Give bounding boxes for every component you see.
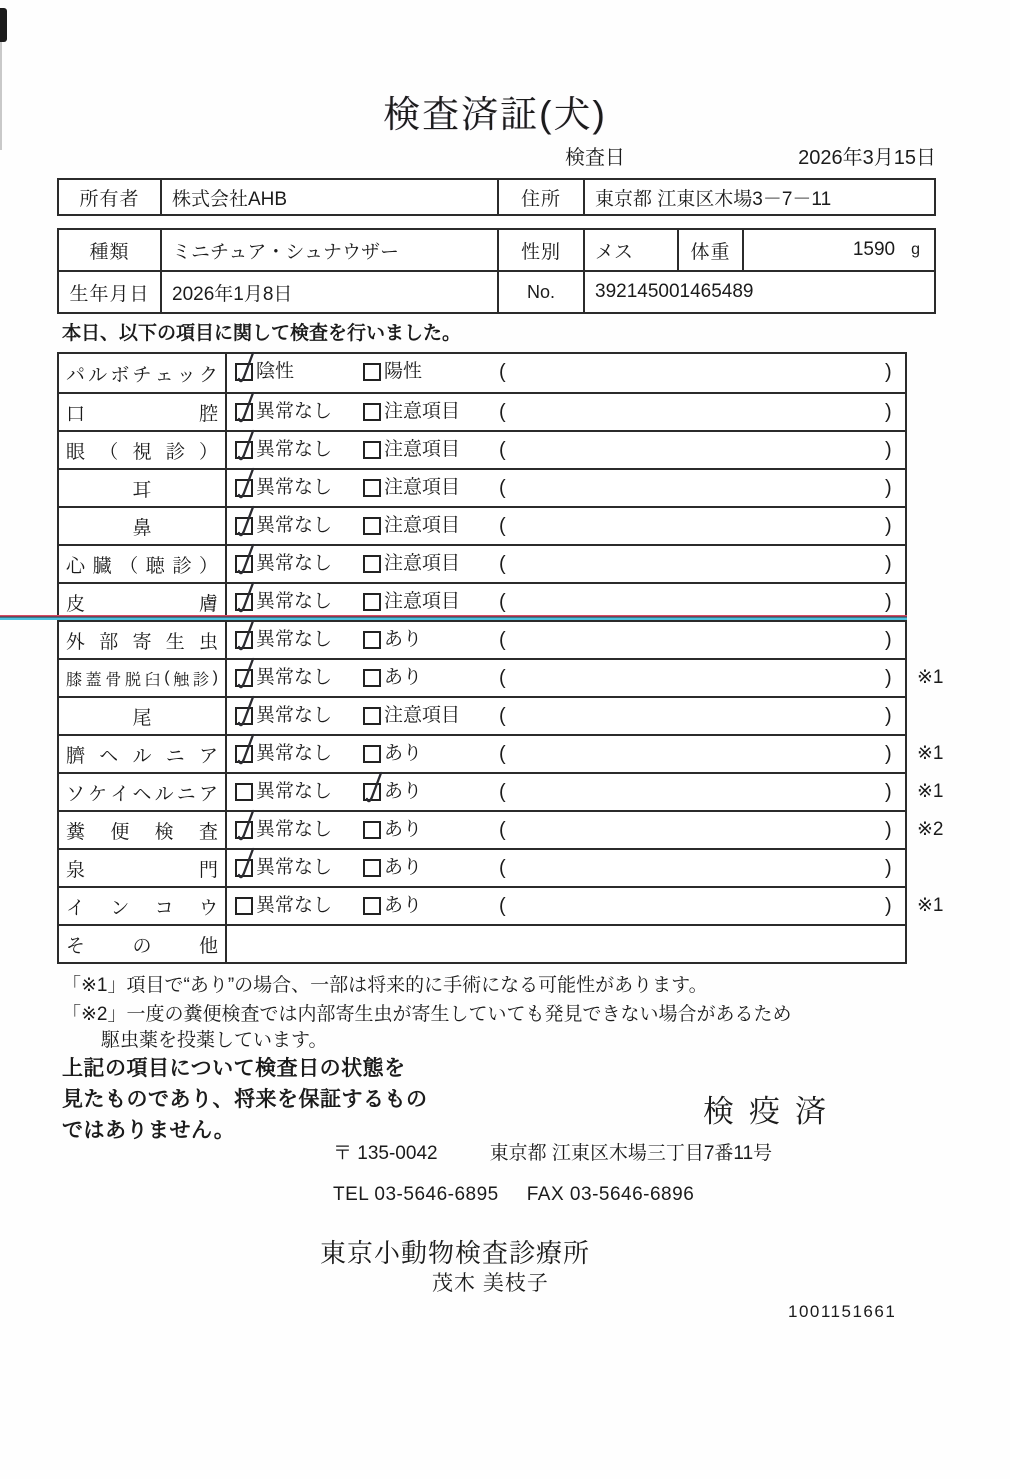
row-label-char: ） <box>198 441 218 463</box>
option1-label: 異常なし <box>256 401 333 422</box>
section-divider-line <box>0 615 907 620</box>
row-label <box>59 354 227 392</box>
handwritten-check-icon <box>232 351 259 385</box>
handwritten-check-icon <box>232 581 259 615</box>
row-label-char: 口 <box>66 403 86 425</box>
exam-date-label: 検査日 <box>565 147 625 169</box>
option1-label: 異常なし <box>256 705 333 726</box>
row-content <box>227 812 944 848</box>
birthdate-label: 生年月日 <box>59 272 162 312</box>
row-label-char: ニ <box>176 783 196 805</box>
handwritten-check-icon <box>232 657 259 691</box>
row-label-char: 聴 <box>145 555 165 577</box>
postal-address-row <box>333 1138 772 1165</box>
checkbox-option1[interactable] <box>235 783 253 801</box>
row-label <box>59 926 227 962</box>
row-label-char: 蓋 <box>85 671 102 689</box>
option1-label: 陰性 <box>256 361 295 382</box>
row-label-char: 膝 <box>66 671 83 689</box>
option2-label: あり <box>384 857 423 878</box>
row-label-char: 寄 <box>132 631 152 653</box>
checkbox-option1[interactable] <box>235 363 253 381</box>
paren-open: ( <box>499 361 506 383</box>
option2-label: 注意項目 <box>384 477 461 498</box>
option1-label: 異常なし <box>256 439 333 460</box>
row-label-char: ア <box>198 783 218 805</box>
row-label <box>59 660 227 696</box>
row-label-char: パ <box>66 364 86 386</box>
serial-number: 1001151661 <box>788 1302 897 1321</box>
row-label-char: イ <box>66 897 86 919</box>
paren-close: ) <box>885 591 892 613</box>
inspection-row <box>59 506 905 544</box>
handwritten-check-icon <box>232 733 259 767</box>
handwritten-check-icon <box>232 847 259 881</box>
option2-label: あり <box>384 629 423 650</box>
row-label-char: 尾 <box>132 707 152 729</box>
option1-label: 異常なし <box>256 743 333 764</box>
row-label-char: 臍 <box>66 745 86 767</box>
row-content <box>227 850 905 886</box>
checkbox-option1[interactable] <box>235 897 253 915</box>
option1-label: 異常なし <box>256 553 333 574</box>
row-note: ※1 <box>917 667 944 688</box>
handwritten-check-icon <box>232 505 259 539</box>
inspection-row <box>59 924 905 962</box>
paren-close: ) <box>885 857 892 879</box>
row-label <box>59 622 227 658</box>
disclaimer-line-3: ではありません。 <box>62 1119 236 1142</box>
option2-label: あり <box>384 743 423 764</box>
paren-close: ) <box>885 743 892 765</box>
row-label-char: 外 <box>66 631 86 653</box>
inspection-table <box>57 352 944 964</box>
address-value: 東京都 江東区木場3－7－11 <box>595 188 832 210</box>
inspection-row <box>59 658 944 696</box>
row-label-char: ソ <box>66 783 86 805</box>
tel-fax-row <box>333 1184 694 1206</box>
option1-label: 異常なし <box>256 819 333 840</box>
row-label-char: そ <box>66 935 86 957</box>
inspection-row <box>59 696 905 734</box>
row-label-char: 視 <box>132 441 152 463</box>
checkbox-option1[interactable] <box>235 631 253 649</box>
paren-open: ( <box>499 667 506 689</box>
row-label-char: 臓 <box>92 555 112 577</box>
row-content <box>227 508 905 544</box>
row-label-char: ヘ <box>99 745 119 767</box>
checkbox-option1[interactable] <box>235 707 253 725</box>
row-label-char: ェ <box>154 364 174 386</box>
checkbox-option2[interactable] <box>363 555 381 573</box>
signer-name: 茂木 美枝子 <box>432 1272 549 1295</box>
row-label-char: 臼 <box>144 671 161 689</box>
paren-close: ) <box>885 439 892 461</box>
weight-value-cell <box>744 230 934 270</box>
footnote-1: 「※1」項目で“あり”の場合、一部は将来的に手術になる可能性があります。 <box>62 975 708 996</box>
quarantine-stamp: 検疫済 <box>703 1094 841 1129</box>
handwritten-check-icon <box>360 771 387 805</box>
option1-label: 異常なし <box>256 667 333 688</box>
row-label-char: ア <box>198 745 218 767</box>
row-label-char: ン <box>110 897 130 919</box>
sex-value: メス <box>585 230 679 270</box>
row-content <box>227 926 905 962</box>
inspection-row <box>59 392 905 430</box>
checkbox-option1[interactable] <box>235 441 253 459</box>
row-label-char: 触 <box>173 671 190 689</box>
row-label-char: チ <box>132 364 152 386</box>
row-content <box>227 432 905 468</box>
row-label-char: イ <box>110 783 130 805</box>
birthdate-value: 2026年1月8日 <box>162 272 499 312</box>
paren-close: ) <box>885 401 892 423</box>
paren-open: ( <box>499 401 506 423</box>
number-value: 392145001465489 <box>595 281 754 302</box>
row-label <box>59 888 227 924</box>
row-label-char: 糞 <box>66 821 86 843</box>
row-note: ※1 <box>917 781 944 802</box>
handwritten-check-icon <box>232 543 259 577</box>
option1-label: 異常なし <box>256 591 333 612</box>
paren-open: ( <box>499 515 506 537</box>
checkbox-option1[interactable] <box>235 745 253 763</box>
exam-date-value: 2026年3月15日 <box>798 147 936 169</box>
inspection-row <box>59 430 905 468</box>
breed-label: 種類 <box>59 230 162 270</box>
inspection-row <box>59 620 905 658</box>
option1-label: 異常なし <box>256 857 333 878</box>
row-label-char: ( <box>164 669 170 686</box>
inspection-row <box>59 848 905 886</box>
paren-open: ( <box>499 629 506 651</box>
info-table <box>57 228 936 314</box>
checkbox-option1[interactable] <box>235 517 253 535</box>
row-label-char: （ <box>99 441 119 463</box>
paren-open: ( <box>499 781 506 803</box>
row-label-char: 耳 <box>132 479 152 501</box>
row-label-char: 虫 <box>198 631 218 653</box>
row-label-char: 骨 <box>105 671 122 689</box>
disclaimer-line-1: 上記の項目について検査日の状態を <box>62 1057 406 1080</box>
row-note: ※1 <box>917 743 944 764</box>
row-label-char: 診 <box>165 441 185 463</box>
option2-label: 注意項目 <box>384 553 461 574</box>
row-label-char: 膚 <box>198 593 218 615</box>
checkbox-option2[interactable] <box>363 441 381 459</box>
option2-label: あり <box>384 895 423 916</box>
option2-label: 注意項目 <box>384 705 461 726</box>
row-content <box>227 354 905 392</box>
row-label-char: ケ <box>88 783 108 805</box>
row-label-char: 皮 <box>66 593 86 615</box>
checkbox-option1[interactable] <box>235 479 253 497</box>
inspection-row <box>59 468 905 506</box>
scan-artifact-corner <box>0 8 7 42</box>
row-label-char: ッ <box>176 364 196 386</box>
option2-label: 注意項目 <box>384 591 461 612</box>
checkbox-option1[interactable] <box>235 859 253 877</box>
row-label-char: ク <box>198 364 218 386</box>
row-label-char: 検 <box>154 821 174 843</box>
inspection-row <box>59 544 905 582</box>
row-label-char: 心 <box>66 555 86 577</box>
paren-close: ) <box>885 705 892 727</box>
clinic-name: 東京小動物検査診療所 <box>320 1238 591 1268</box>
row-label <box>59 774 227 810</box>
row-label <box>59 736 227 772</box>
checkbox-option2[interactable] <box>363 403 381 421</box>
breed-value: ミニチュア・シュナウザー <box>162 230 499 270</box>
row-content <box>227 546 905 582</box>
row-label-char: 診 <box>172 555 192 577</box>
option1-label: 異常なし <box>256 629 333 650</box>
intro-text: 本日、以下の項目に関して検査を行いました。 <box>62 323 462 344</box>
checkbox-option2[interactable] <box>363 479 381 497</box>
row-content <box>227 470 905 506</box>
handwritten-check-icon <box>232 619 259 653</box>
row-label-char: （ <box>119 555 139 577</box>
inspection-row <box>59 886 944 924</box>
checkbox-option2[interactable] <box>363 859 381 877</box>
paren-close: ) <box>885 361 892 383</box>
row-note: ※1 <box>917 895 944 916</box>
page-title: 検査済証(犬) <box>383 94 607 135</box>
row-label <box>59 394 227 430</box>
row-label-char: ル <box>132 745 152 767</box>
option2-label: あり <box>384 819 423 840</box>
row-label-char: ヘ <box>132 783 152 805</box>
option2-label: あり <box>384 781 423 802</box>
option2-label: あり <box>384 667 423 688</box>
handwritten-check-icon <box>232 391 259 425</box>
handwritten-check-icon <box>232 467 259 501</box>
row-label-char: 他 <box>198 935 218 957</box>
number-label: No. <box>499 272 585 312</box>
checkbox-option2[interactable] <box>363 745 381 763</box>
row-content <box>227 888 944 924</box>
checkbox-option1[interactable] <box>235 593 253 611</box>
sex-label: 性別 <box>499 230 585 270</box>
row-label <box>59 812 227 848</box>
row-label-char: コ <box>154 897 174 919</box>
row-content <box>227 622 905 658</box>
checkbox-option2[interactable] <box>363 517 381 535</box>
row-content <box>227 736 944 772</box>
inspection-row <box>59 354 905 392</box>
option2-label: 陽性 <box>384 361 423 382</box>
handwritten-check-icon <box>232 695 259 729</box>
paren-open: ( <box>499 477 506 499</box>
inspection-row <box>59 734 944 772</box>
row-label <box>59 508 227 544</box>
breed-row <box>59 230 934 272</box>
row-label-char: ボ <box>110 364 130 386</box>
row-label-char: の <box>132 935 152 957</box>
row-label-char: 部 <box>99 631 119 653</box>
row-label-char: ニ <box>165 745 185 767</box>
paren-open: ( <box>499 591 506 613</box>
paren-open: ( <box>499 705 506 727</box>
weight-label: 体重 <box>679 230 744 270</box>
handwritten-check-icon <box>232 429 259 463</box>
paren-close: ) <box>885 895 892 917</box>
row-label-char: 脱 <box>124 671 141 689</box>
row-content <box>227 660 944 696</box>
tel-number: TEL 03-5646-6895 <box>333 1184 499 1205</box>
checkbox-option2[interactable] <box>363 593 381 611</box>
paren-close: ) <box>885 515 892 537</box>
row-label <box>59 432 227 468</box>
row-label-char: ） <box>198 555 218 577</box>
row-label-char: 門 <box>198 859 218 881</box>
paren-open: ( <box>499 857 506 879</box>
row-label-char: 泉 <box>66 859 86 881</box>
row-label-char: 診 <box>192 671 209 689</box>
paren-open: ( <box>499 895 506 917</box>
checkbox-option2[interactable] <box>363 783 381 801</box>
checkbox-option2[interactable] <box>363 821 381 839</box>
checkbox-option2[interactable] <box>363 707 381 725</box>
row-label-char: 腔 <box>198 403 218 425</box>
row-label <box>59 546 227 582</box>
row-label-char: 生 <box>165 631 185 653</box>
option1-label: 異常なし <box>256 515 333 536</box>
checkbox-option1[interactable] <box>235 821 253 839</box>
row-label-char: 便 <box>110 821 130 843</box>
inspection-row <box>59 810 944 848</box>
row-label-char: ) <box>212 669 218 686</box>
footnote-2-line1: 「※2」一度の糞便検査では内部寄生虫が寄生していても発見できない場合があるため <box>62 1004 792 1025</box>
footnote-2-line2: 駆虫薬を投薬しています。 <box>101 1030 328 1051</box>
owner-label: 所有者 <box>59 180 162 214</box>
owner-value: 株式会社AHB <box>162 180 499 214</box>
checkbox-option2[interactable] <box>363 669 381 687</box>
row-label-char: 鼻 <box>132 517 152 539</box>
paren-open: ( <box>499 743 506 765</box>
paren-close: ) <box>885 781 892 803</box>
row-content <box>227 774 944 810</box>
checkbox-option2[interactable] <box>363 631 381 649</box>
checkbox-option1[interactable] <box>235 669 253 687</box>
birthdate-row <box>59 272 934 312</box>
handwritten-check-icon <box>232 809 259 843</box>
row-note: ※2 <box>917 819 944 840</box>
option2-label: 注意項目 <box>384 401 461 422</box>
option1-label: 異常なし <box>256 781 333 802</box>
row-label <box>59 850 227 886</box>
paren-open: ( <box>499 553 506 575</box>
row-label-char: ル <box>88 364 108 386</box>
clinic-address: 東京都 江東区木場三丁目7番11号 <box>489 1143 773 1164</box>
option1-label: 異常なし <box>256 895 333 916</box>
row-label-char: ル <box>154 783 174 805</box>
option2-label: 注意項目 <box>384 515 461 536</box>
fax-number: FAX 03-5646-6896 <box>526 1184 695 1205</box>
paren-open: ( <box>499 439 506 461</box>
owner-table <box>57 178 936 216</box>
row-label-char: ウ <box>198 897 218 919</box>
row-content <box>227 698 905 734</box>
checkbox-option2[interactable] <box>363 897 381 915</box>
row-content <box>227 394 905 430</box>
paren-close: ) <box>885 667 892 689</box>
weight-unit: g <box>911 241 920 258</box>
checkbox-option2[interactable] <box>363 363 381 381</box>
option2-label: 注意項目 <box>384 439 461 460</box>
row-label <box>59 470 227 506</box>
row-label-char: 眼 <box>66 441 86 463</box>
paren-close: ) <box>885 553 892 575</box>
disclaimer-line-2: 見たものであり、将来を保証するもの <box>62 1088 428 1111</box>
checkbox-option1[interactable] <box>235 403 253 421</box>
row-label-char: 査 <box>198 821 218 843</box>
paren-close: ) <box>885 819 892 841</box>
weight-value: 1590 <box>852 239 896 260</box>
paren-open: ( <box>499 819 506 841</box>
paren-close: ) <box>885 477 892 499</box>
row-label <box>59 698 227 734</box>
option1-label: 異常なし <box>256 477 333 498</box>
postal-code: 〒 135-0042 <box>333 1143 438 1164</box>
checkbox-option1[interactable] <box>235 555 253 573</box>
inspection-row <box>59 772 944 810</box>
paren-close: ) <box>885 629 892 651</box>
address-label: 住所 <box>499 180 585 214</box>
